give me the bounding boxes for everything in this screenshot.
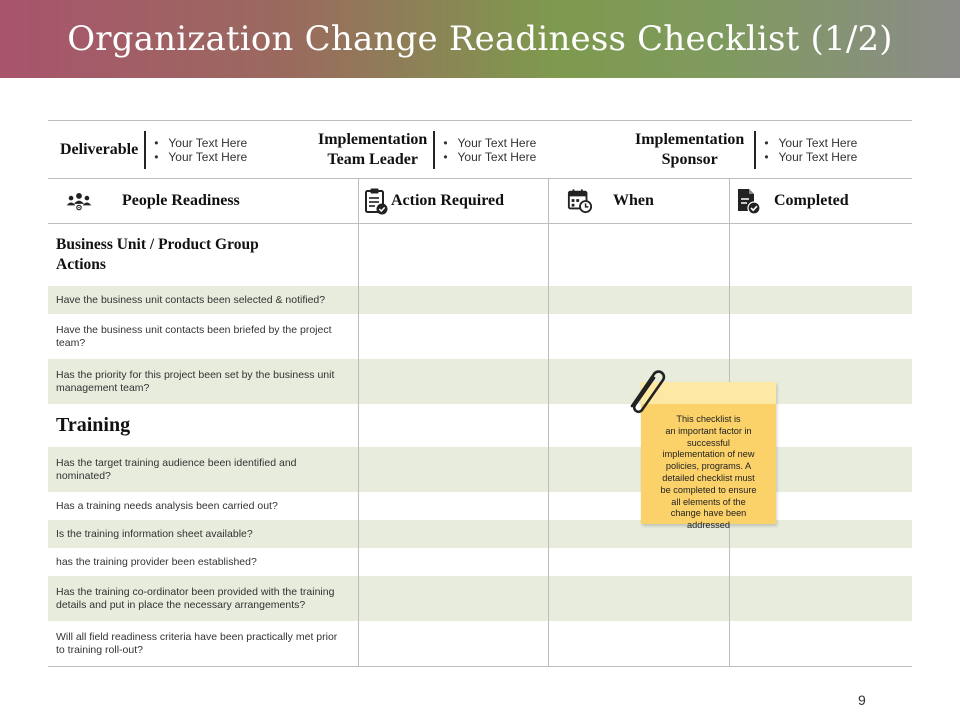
when-cell[interactable] xyxy=(549,621,730,666)
when-cell[interactable] xyxy=(549,224,730,286)
completed-cell[interactable] xyxy=(730,576,912,621)
sticky-note-text: This checklist is an important factor in successful implementation of new policies, programs. A detailed checklist must be completed to ensure all elements of the change have been addressed xyxy=(660,414,757,531)
table-bottom-border xyxy=(48,666,912,667)
question-cell: Will all field readiness criteria have been practically met prior to training roll-out? xyxy=(48,621,359,666)
table-header xyxy=(48,178,912,224)
action-cell[interactable] xyxy=(359,359,549,404)
bullet-item: • Your Text Here xyxy=(764,150,857,164)
bullet-item: • Your Text Here xyxy=(154,136,247,150)
question-cell: Has a training needs analysis been carried out? xyxy=(48,492,359,520)
table-row xyxy=(48,359,912,404)
completed-cell[interactable] xyxy=(730,548,912,576)
table-row xyxy=(48,621,912,666)
paperclip-icon xyxy=(624,366,672,414)
team-leader-block xyxy=(318,121,536,179)
info-row xyxy=(48,120,912,178)
divider xyxy=(144,131,146,169)
when-cell[interactable] xyxy=(549,286,730,314)
section-row xyxy=(48,404,912,447)
checklist-table xyxy=(48,178,912,667)
table-row xyxy=(48,548,912,576)
sponsor-bullets xyxy=(764,136,857,164)
header-label: Action Required xyxy=(391,192,505,209)
section-title: Business Unit / Product Group Actions xyxy=(56,236,259,273)
action-cell[interactable] xyxy=(359,492,549,520)
completed-cell[interactable] xyxy=(730,314,912,359)
table-row xyxy=(48,286,912,314)
section-row xyxy=(48,224,912,286)
header-action-required xyxy=(359,179,549,223)
question-cell: has the training provider been established? xyxy=(48,548,359,576)
action-cell[interactable] xyxy=(359,286,549,314)
title-bar xyxy=(0,0,960,78)
header-people-readiness xyxy=(48,179,359,223)
when-cell[interactable] xyxy=(549,576,730,621)
divider xyxy=(433,131,435,169)
section-cell xyxy=(48,224,359,286)
question-cell: Have the business unit contacts been briefed by the project team? xyxy=(48,314,359,359)
page-number: 9 xyxy=(858,692,866,708)
bullet-item: • Your Text Here xyxy=(443,150,536,164)
table-row xyxy=(48,447,912,492)
clipboard-check-icon xyxy=(363,188,389,214)
question-cell: Has the target training audience been identified and nominated? xyxy=(48,447,359,492)
header-label: Completed xyxy=(774,192,849,209)
table-body xyxy=(48,224,912,666)
header-completed xyxy=(730,179,912,223)
people-group-icon xyxy=(66,188,92,214)
table-row xyxy=(48,492,912,520)
action-cell[interactable] xyxy=(359,621,549,666)
bullet-item: • Your Text Here xyxy=(764,136,857,150)
table-row xyxy=(48,520,912,548)
header-label: When xyxy=(613,192,654,209)
when-cell[interactable] xyxy=(549,548,730,576)
deliverable-bullets xyxy=(154,136,247,164)
header-label: People Readiness xyxy=(122,192,240,209)
bullet-item: • Your Text Here xyxy=(443,136,536,150)
when-cell[interactable] xyxy=(549,314,730,359)
header-when xyxy=(549,179,730,223)
deliverable-block xyxy=(60,121,247,179)
divider xyxy=(754,131,756,169)
sponsor-block xyxy=(635,121,857,179)
page-title: Organization Change Readiness Checklist (1/2) xyxy=(67,19,893,59)
action-cell[interactable] xyxy=(359,576,549,621)
action-cell[interactable] xyxy=(359,548,549,576)
question-cell: Have the business unit contacts been selected & notified? xyxy=(48,286,359,314)
completed-cell[interactable] xyxy=(730,621,912,666)
deliverable-label: Deliverable xyxy=(60,141,139,158)
bullet-item: • Your Text Here xyxy=(154,150,247,164)
action-cell[interactable] xyxy=(359,404,549,447)
team-leader-bullets xyxy=(443,136,536,164)
sponsor-label: Implementation Sponsor xyxy=(635,131,745,168)
action-cell[interactable] xyxy=(359,520,549,548)
action-cell[interactable] xyxy=(359,314,549,359)
section-title: Training xyxy=(56,414,131,436)
completed-cell[interactable] xyxy=(730,224,912,286)
question-cell: Has the priority for this project been set by the business unit management team? xyxy=(48,359,359,404)
question-cell: Has the training co-ordinator been provided with the training details and put in place the necessary arrangements? xyxy=(48,576,359,621)
table-row xyxy=(48,314,912,359)
completed-cell[interactable] xyxy=(730,286,912,314)
section-cell xyxy=(48,404,359,447)
table-row xyxy=(48,576,912,621)
document-check-icon xyxy=(736,188,762,214)
calendar-clock-icon xyxy=(567,188,593,214)
question-cell: Is the training information sheet available? xyxy=(48,520,359,548)
action-cell[interactable] xyxy=(359,447,549,492)
action-cell[interactable] xyxy=(359,224,549,286)
team-leader-label: Implementation Team Leader xyxy=(318,131,428,168)
